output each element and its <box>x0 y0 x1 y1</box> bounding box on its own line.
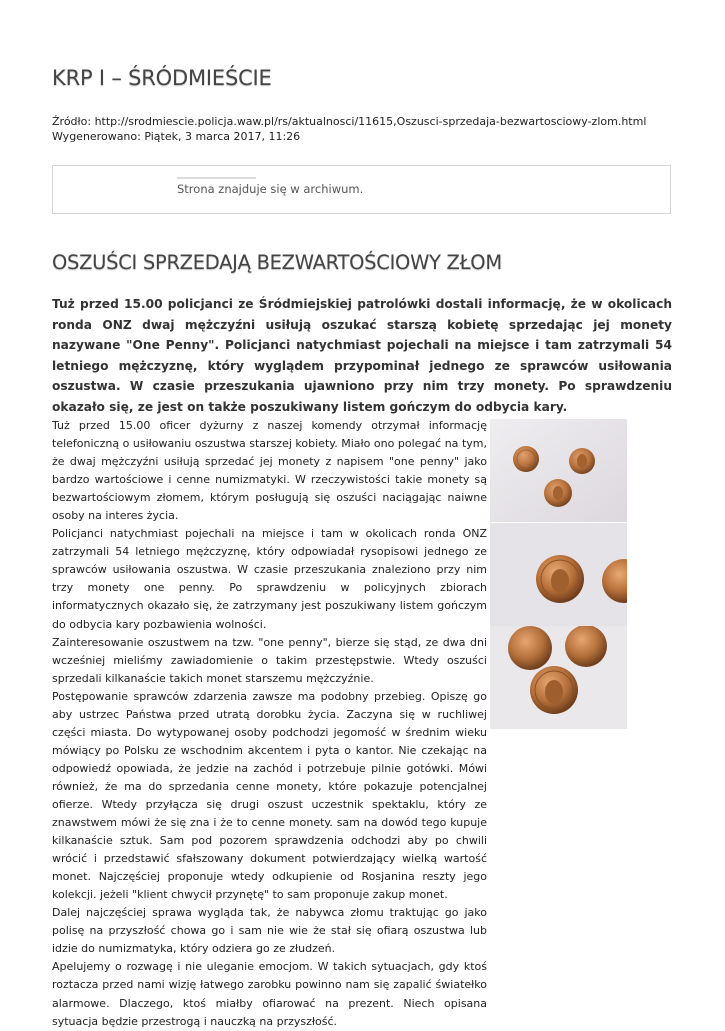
source-info <box>52 114 646 144</box>
coins-photo-icon[interactable] <box>490 419 627 522</box>
paragraph: Zainteresowanie oszustwem na tzw. "one penny", bierze się stąd, ze dwa dni wcześniej mieliśmy zawiadomienie o takim przestępstwie. Wtedy oszuści sprzedali kilkanaście takich monet starszemu mężczyźnie. <box>52 635 487 685</box>
coins-closeup-photo-icon[interactable] <box>490 523 627 626</box>
archive-notice <box>52 165 671 214</box>
paragraph: Dalej najczęściej sprawa wygląda tak, że nabywca złomu traktując go jako polisę na przyszłość chowa go i sam nie wie że stał się ofiarą oszustwa lub idzie do numizmatyka, który odziera go ze złudzeń. <box>52 906 487 956</box>
article-title: OSZUŚCI SPRZEDAJĄ BEZWARTOŚCIOWY ZŁOM <box>52 251 502 274</box>
coins-group-photo-icon[interactable] <box>490 626 627 729</box>
paragraph: Postępowanie sprawców zdarzenia zawsze ma podobny przebieg. Opiszę go aby ustrzec Państwa przed utratą dorobku życia. Zaczyna się w ruchliwej części miasta. Do wytypowanej osoby podchodzi jegomość w średnim wieku mówiący po Polsku ze wschodnim akcentem i pyta o kantor. Nie czekając na odpowiedź opowiada, że jedzie na zachód i potrzebuje pilnie gotówki. Mówi również, że ma do sprzedania cenne monety, które pokazuje potencjalnej ofierze. Wtedy przyłącza się drugi oszust uczestnik spektaklu, który ze znawstwem mówi że się zna i że to cenne monety. sam na dowód tego kupuje kilkanaście sztuk. Sam pod pozorem sprawdzenia odchodzi aby po chwili wrócić i przedstawić sfałszowany dokument potwierdzający wielką wartość monet. Najczęściej proponuje wtedy odkupienie od Rosjanina reszty jego kolekcji. jeżeli "klient chwycił przynętę" to sam proponuje zakup monet. <box>52 689 487 902</box>
paragraph: Policjanci natychmiast pojechali na miejsce i tam w okolicach ronda ONZ zatrzymali 54 letniego mężczyznę, który odpowiadał rysopisowi jednego ze sprawców usiłowania oszustwa. W czasie przeszukania znaleziono przy nim trzy monety one penny. Po sprawdzeniu w policyjnych zbiorach informatycznych okazało się, że zatrzymany jest poszukiwany listem gończym do odbycia kary pozbawienia wolności. <box>52 527 487 631</box>
source-url[interactable]: Źródło: http://srodmiescie.policja.waw.pl/rs/aktualnosci/11615,Oszusci-sprzedaja-bezwartosciowy-zlom.html <box>52 115 647 128</box>
article-lead: Tuż przed 15.00 policjanci ze Śródmiejskiej patrolówki dostali informację, że w okolicach ronda ONZ dwaj mężczyźni usiłują oszukać starszą kobietę sprzedając jej monety nazywane "One Penny". Policjanci natychmiast pojechali na miejsce i tam zatrzymali 54 letniego mężczyznę, który wyglądem przypominał jednego ze sprawców usiłowania oszustwa. W czasie przeszukania ujawniono przy nim trzy monety. Po sprawdzeniu okazało się, ze jest on także poszukiwany listem gończym do odbycia kary. <box>52 297 672 414</box>
generated-date: Wygenerowano: Piątek, 3 marca 2017, 11:26 <box>52 130 301 143</box>
page-title: KRP I – ŚRÓDMIEŚCIE <box>52 66 272 90</box>
archive-text: Strona znajduje się w archiwum. <box>177 182 364 196</box>
archive-divider <box>177 177 256 179</box>
paragraph: Apelujemy o rozwagę i nie uleganie emocjom. W takich sytuacjach, gdy ktoś roztacza przed nami wizję łatwego zarobku powinno nam się zapalić światełko alarmowe. Dlaczego, ktoś miałby ofiarować na prezent. Niech opisana sytuacja będzie przestrogą i nauczką na przyszłość. <box>52 960 487 1028</box>
paragraph: Tuż przed 15.00 oficer dyżurny z naszej komendy otrzymał informację telefoniczną o usiłowaniu oszustwa starszej kobiety. Miało ono polegać na tym, że dwaj mężczyźni usiłują sprzedać jej monety z napisem "one penny" jako bardzo wartościowe i cenne numizmatyki. W rzeczywistości takie monety są bezwartościowym złomem, którym posługują się oszuści naciągając naiwne osoby na interes życia. <box>52 419 487 523</box>
article-body <box>52 417 487 1031</box>
